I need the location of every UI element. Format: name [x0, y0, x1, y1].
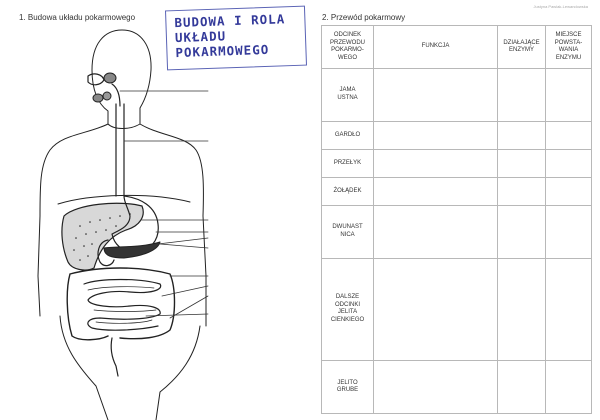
segment-cell: GARDŁO — [322, 121, 374, 149]
table-header-row — [322, 26, 592, 69]
salivary-gland-1 — [104, 73, 116, 83]
pancreas — [104, 242, 160, 258]
enzymes-cell[interactable] — [498, 69, 546, 122]
segment-cell: JELITO GRUBE — [322, 361, 374, 414]
title-line-3: POKARMOWEGO — [175, 41, 270, 61]
function-cell[interactable] — [374, 149, 498, 177]
title-line-2: UKŁADU — [174, 28, 227, 46]
function-cell[interactable] — [374, 361, 498, 414]
enzyme-source-cell[interactable] — [546, 361, 592, 414]
function-cell[interactable] — [374, 205, 498, 258]
segment-cell: PRZEŁYK — [322, 149, 374, 177]
section-2-title: 2. Przewód pokarmowy — [322, 13, 406, 22]
table-row — [322, 149, 592, 177]
section-1-title: 1. Budowa układu pokarmowego — [19, 13, 136, 22]
function-cell[interactable] — [374, 69, 498, 122]
enzyme-source-cell[interactable] — [546, 205, 592, 258]
table-row — [322, 258, 592, 360]
small-intestine — [84, 280, 161, 331]
enzyme-source-cell[interactable] — [546, 177, 592, 205]
enzyme-source-cell[interactable] — [546, 121, 592, 149]
header-segment: ODCINEK PRZEWODU POKARMO- WEGO — [322, 26, 374, 69]
rectum — [111, 338, 118, 376]
header-function: FUNKCJA — [374, 26, 498, 69]
segment-cell: DWUNAST NICA — [322, 205, 374, 258]
enzymes-cell[interactable] — [498, 361, 546, 414]
header-enzyme-source: MIEJSCE POWSTA- WANIA ENZYMU — [546, 26, 592, 69]
author-credit: Justyna Pawlak-Lewandowska — [533, 4, 588, 9]
segment-cell: JAMA USTNA — [322, 69, 374, 122]
oral-cavity — [88, 74, 104, 85]
function-cell[interactable] — [374, 177, 498, 205]
enzymes-cell[interactable] — [498, 177, 546, 205]
salivary-gland-2 — [93, 94, 103, 102]
digestive-system-diagram — [0, 26, 300, 420]
enzyme-source-cell[interactable] — [546, 149, 592, 177]
segment-cell: ŻOŁĄDEK — [322, 177, 374, 205]
esophagus — [116, 104, 124, 196]
function-cell[interactable] — [374, 258, 498, 360]
segment-cell: DALSZE ODCINKI JELITA CIENKIEGO — [322, 258, 374, 360]
enzyme-source-cell[interactable] — [546, 258, 592, 360]
table-row — [322, 177, 592, 205]
header-enzymes: DZIAŁAJĄCE ENZYMY — [498, 26, 546, 69]
enzymes-cell[interactable] — [498, 149, 546, 177]
salivary-gland-3 — [103, 92, 111, 100]
pharynx — [112, 84, 120, 106]
table-row — [322, 69, 592, 122]
table-row — [322, 121, 592, 149]
enzyme-source-cell[interactable] — [546, 69, 592, 122]
title-line-1: BUDOWA I ROLA — [174, 11, 286, 31]
enzymes-cell[interactable] — [498, 205, 546, 258]
table-row — [322, 205, 592, 258]
liver — [62, 203, 143, 270]
enzymes-cell[interactable] — [498, 258, 546, 360]
enzymes-cell[interactable] — [498, 121, 546, 149]
table-row — [322, 361, 592, 414]
digestive-tract-table — [321, 25, 592, 414]
large-intestine — [67, 268, 174, 340]
function-cell[interactable] — [374, 121, 498, 149]
